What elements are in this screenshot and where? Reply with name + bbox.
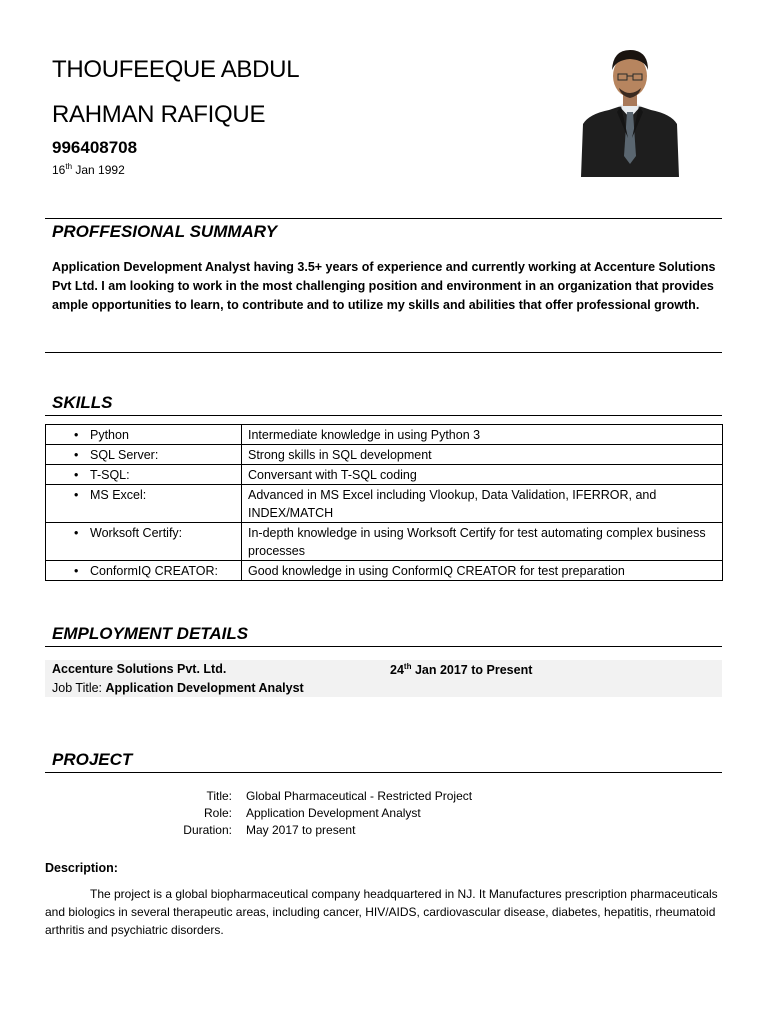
employment-dates <box>390 662 532 677</box>
bullet: • <box>74 468 79 482</box>
skill-name-cell <box>46 465 242 485</box>
skill-name: T-SQL: <box>90 468 130 482</box>
start-day: 24 <box>390 663 404 678</box>
skill-detail: Strong skills in SQL development <box>242 445 723 465</box>
job-title-label: Job Title: <box>52 681 106 695</box>
bullet: • <box>74 488 79 502</box>
divider <box>45 218 722 219</box>
table-row <box>46 561 723 581</box>
project-title: Global Pharmaceutical - Restricted Project <box>246 789 473 803</box>
table-row <box>46 425 723 445</box>
skill-detail: Conversant with T-SQL coding <box>242 465 723 485</box>
skill-detail: Intermediate knowledge in using Python 3 <box>242 425 723 445</box>
dob-day: 16 <box>52 163 66 177</box>
phone-number: 996408708 <box>52 138 138 157</box>
skill-name-cell <box>46 445 242 465</box>
skill-name: MS Excel: <box>90 488 147 502</box>
project-duration: May 2017 to present <box>246 823 356 837</box>
summary-text: Application Development Analyst having 3.5+ years of experience and currently working at Accenture Solutions Pvt Ltd. I am looking to work in the most challenging position and environment in an organization that provides ample opportunities to learn, to contribute and to utilize my skills and abilities that offer professional growth. <box>52 260 716 312</box>
table-row <box>46 445 723 465</box>
candidate-name-line-2: RAHMAN RAFIQUE <box>52 101 266 128</box>
project-duration-label: Duration: <box>183 823 232 837</box>
table-row <box>46 465 723 485</box>
skill-name-cell <box>46 425 242 445</box>
bullet: • <box>74 564 79 578</box>
bullet: • <box>74 428 79 442</box>
date-of-birth <box>52 162 125 177</box>
divider <box>45 646 722 647</box>
table-row <box>46 523 723 561</box>
date-range: Jan 2017 to Present <box>411 663 533 678</box>
skill-name-cell <box>46 561 242 581</box>
job-title: Application Development Analyst <box>105 681 304 695</box>
bullet: • <box>74 448 79 462</box>
skills-heading: SKILLS <box>52 393 113 412</box>
project-title-label: Title: <box>206 789 232 803</box>
divider <box>45 352 722 353</box>
dob-suffix: th <box>65 162 73 171</box>
profile-photo <box>581 46 679 177</box>
company-name: Accenture Solutions Pvt. Ltd. <box>52 662 227 676</box>
skill-name: ConformIQ CREATOR: <box>90 564 219 578</box>
candidate-name-line-1: THOUFEEQUE ABDUL <box>52 56 300 83</box>
skill-name: SQL Server: <box>90 448 159 462</box>
project-description: The project is a global biopharmaceutical company headquartered in NJ. It Manufactures prescription pharmaceuticals and biologics in several therapeutic areas, including cancer, HIV/AIDS, cardiovascular disease, diabetes, hepatitis, rheumatoid arthritis and psychiatric disorders. <box>45 887 718 937</box>
job-title-line <box>52 681 304 695</box>
project-role: Application Development Analyst <box>246 806 421 820</box>
project-heading: PROJECT <box>52 750 133 769</box>
employment-heading: EMPLOYMENT DETAILS <box>52 624 249 643</box>
dob-rest: Jan 1992 <box>72 163 125 177</box>
bullet: • <box>74 526 79 540</box>
skill-detail: Advanced in MS Excel including Vlookup, Data Validation, IFERROR, and INDEX/MATCH <box>242 485 723 523</box>
skill-name-cell <box>46 523 242 561</box>
summary-heading: PROFFESIONAL SUMMARY <box>52 222 278 241</box>
project-role-label: Role: <box>203 806 232 820</box>
start-day-suffix: th <box>403 662 412 671</box>
employment-entry <box>45 660 722 697</box>
skill-detail: Good knowledge in using ConformIQ CREATOR for test preparation <box>242 561 723 581</box>
description-label: Description: <box>45 861 118 875</box>
divider <box>45 415 722 416</box>
skills-table <box>45 424 723 581</box>
table-row <box>46 485 723 523</box>
skill-detail: In-depth knowledge in using Worksoft Certify for test automating complex business processes <box>242 523 723 561</box>
skill-name: Python <box>90 428 129 442</box>
divider <box>45 772 722 773</box>
skill-name: Worksoft Certify: <box>90 526 183 540</box>
skill-name-cell <box>46 485 242 523</box>
